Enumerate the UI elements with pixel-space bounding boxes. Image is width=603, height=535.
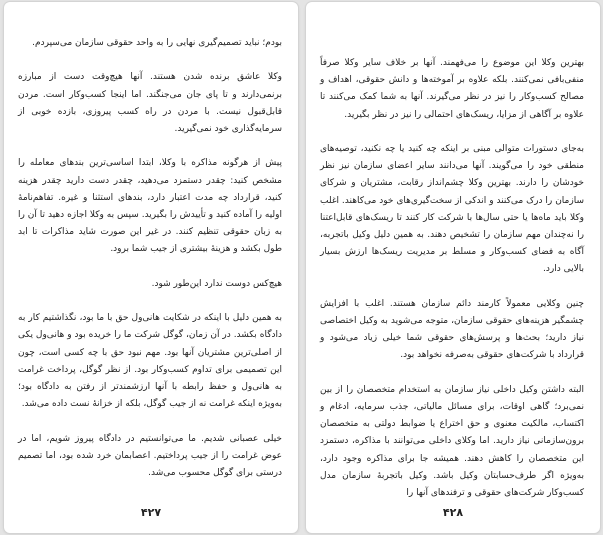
paragraph: پیش از هرگونه مذاکره با وکلا، ابتدا اساسی‌ترین بندهای معامله را مشخص کنید: چقدر دستمزد می‌دهید، چقدر دست دارید چقدر هزینه کنید، قرارداد چه مدت اعتبار دارد، بندهای استثنا و غیره. تفاهم‌نامهٔ اولیه را آماده کنید و تأییدش را بگیرید. سپس به وکلا اجازه دهید تا آن را به زبان حقوقی تنظیم کنند. در غیر این صورت شاید مذاکرات تا ابد طول بکشد و هزینهٔ بیشتری از جیب شما برود. <box>18 158 282 255</box>
paragraph: خیلی عصبانی شدیم. ما می‌توانستیم در دادگاه پیروز شویم، اما در عوض غرامت را از جیب پرداختیم. اعصابمان خرد شده بود، اما تصمیم درستی برای گوگل محسوب می‌شد. <box>18 433 282 478</box>
left-page <box>4 2 298 533</box>
paragraph: بودم؛ نباید تصمیم‌گیری نهایی را به واحد حقوقی سازمان می‌سپردم. <box>32 38 282 48</box>
paragraph: البته داشتن وکیل داخلی نیاز سازمان به استخدام متخصصان را از بین نمی‌برد؛ گاهی اوقات، برای مسائل مالیاتی، جذب سرمایه، ادغام و اکتساب، مالکیت معنوی و حق اختراع یا ضوابط دولتی به متخصصان برون‌سازمانی نیاز دارید. اما وکلای داخلی می‌توانند با مذاکره، دستمزد این متخصصان را کاهش دهند. همیشه جا برای مذاکره وجود دارد، به‌ویژه اگر طرف‌حسابتان وکیل باشد. وکیل باتجربهٔ سازمان مدل کسب‌وکار شرکت‌های حقوقی و ترفندهای آنها را <box>320 384 584 499</box>
page-number: ۴۲۸ <box>442 506 464 519</box>
page-number: ۴۲۷ <box>140 506 162 519</box>
paragraph: به‌جای دستورات متوالی مبنی بر اینکه چه کنید یا چه نکنید، توصیه‌های منطقی خود را می‌گویند. آنها می‌دانند سایر اعضای سازمان نیز نظر خودشان را دارند. بهترین وکلا چشم‌انداز رقابت، مشتریان و شرکای سازمان را درک می‌کنند و اندکی از سخت‌گیری‌های خود می‌کاهند. اغلب وکلا باید ماه‌ها یا حتی سال‌ها با شرکت کار کنند تا ریسک‌های قابل‌اعتنا را نه‌چندان مهم سازمان را تشخیص دهند. به همین دلیل وکیل باتجربه، آگاه به فضای کسب‌وکار و مسلط بر مدیریت ریسک‌ها ارزش بسیار بالایی دارد. <box>320 144 584 275</box>
paragraph: چنین وکلایی معمولاً کارمند دائم سازمان هستند. اغلب با افزایش چشمگیر هزینه‌های حقوقی سازمان، متوجه می‌شوید به وکیل اختصاصی نیاز دارید؛ بحث‌ها و پرسش‌های حقوقی شما خیلی زیاد می‌شود و قرارداد با شرکت‌های حقوقی به‌صرفه نخواهد بود. <box>320 298 584 361</box>
paragraph: به همین دلیل با اینکه در شکایت هانی‌ول حق با ما بود، نگذاشتیم کار به دادگاه بکشد. در آن زمان، گوگل شرکت ما را خریده بود و هانی‌ول یکی از اصلی‌ترین مشتریان آنها بود. مهم نبود حق با چه کسی است، چون این تصمیمی برای تداوم کسب‌وکار بود. از نظر گوگل، پرداخت غرامت به هانی‌ول و حفظ رابطه با آنها ارزشمندتر از رفتن به دادگاه بود؛ به‌ویژه اینکه غرامت نه از جیب گوگل، بلکه از خزانهٔ نست داده می‌شد. <box>18 313 282 410</box>
paragraph: هیچ‌کس دوست ندارد این‌طور شود. <box>151 278 282 289</box>
paragraph: بهترین وکلا این موضوع را می‌فهمند. آنها بر خلاف سایر وکلا صرفاً منفی‌بافی نمی‌کنند. بلکه علاوه بر آموخته‌ها و دانش حقوقی، اهداف و مصالح کسب‌وکار را نیز در نظر می‌گیرند. آنها به شما کمک می‌کنند تا علاوه بر آگاهی از مزایا، ریسک‌های احتمالی را نیز در نظر بگیرید. <box>320 58 584 120</box>
right-page-text <box>320 55 584 502</box>
right-page <box>306 2 600 533</box>
paragraph: وکلا عاشق برنده شدن هستند. آنها هیچ‌وقت دست از مبارزه برنمی‌دارند و تا پای جان می‌جنگند. اما اینجا کسب‌وکار است. مردن قابل‌قبول نیست. با مردن در راه کسب پیروزی، بازده خوبی از سرمایه‌گذاری خود نمی‌گیرید. <box>18 72 282 134</box>
left-page-text <box>18 35 282 482</box>
